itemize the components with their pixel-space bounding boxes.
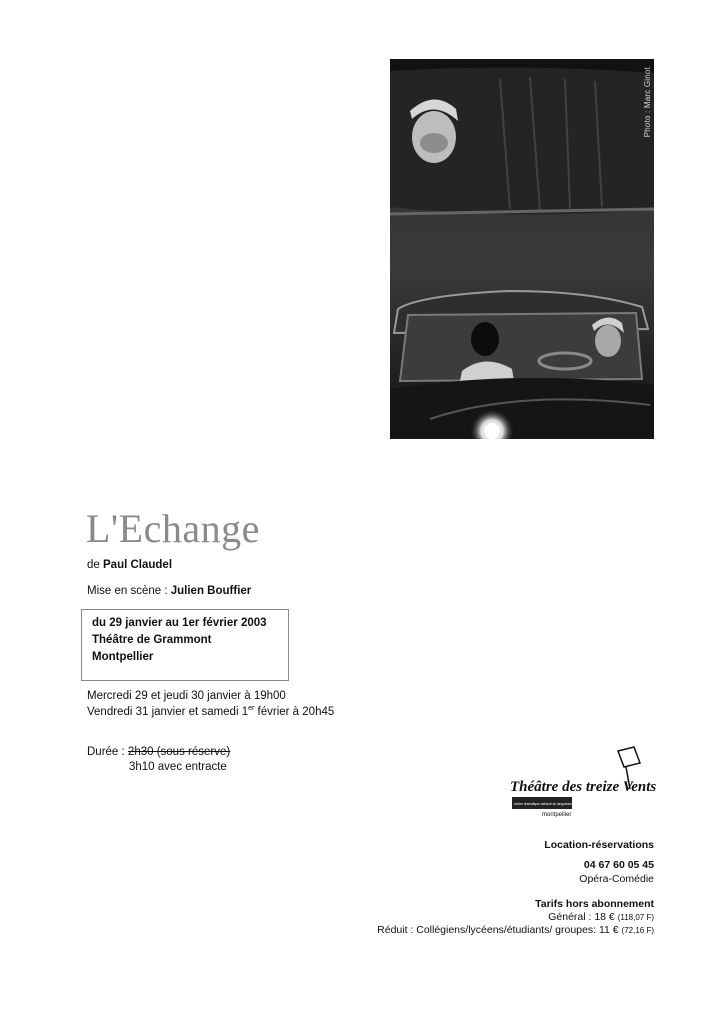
prices-heading: Tarifs hors abonnement xyxy=(535,898,654,910)
duration-label: Durée : xyxy=(87,746,125,758)
author-name: Paul Claudel xyxy=(103,559,173,571)
page-title: L'Echange xyxy=(86,506,260,551)
price-reduced-label: Réduit : Collégiens/lycéens/étudiants/ groupes: 11 € xyxy=(377,924,619,936)
theatre-logo xyxy=(500,745,664,823)
date-venue-box xyxy=(81,609,289,681)
price-reduced-francs: (72,16 F) xyxy=(621,926,654,935)
author-line xyxy=(87,559,172,571)
price-general-francs: (118,07 F) xyxy=(617,913,654,922)
director-name: Julien Bouffier xyxy=(170,585,252,597)
production-photo xyxy=(390,59,654,439)
price-general xyxy=(548,911,654,923)
schedule-line-2 xyxy=(87,705,334,718)
reservations-phone: 04 67 60 05 45 xyxy=(583,859,654,871)
direction-prefix: Mise en scène : xyxy=(87,585,168,597)
theatre-logo-graphic xyxy=(500,745,664,823)
run-dates: du 29 janvier au 1er février 2003 xyxy=(92,617,267,629)
schedule-line-2-a: Vendredi 31 janvier et samedi 1 xyxy=(87,705,249,718)
author-prefix: de xyxy=(87,559,100,571)
car-scene-illustration xyxy=(390,59,654,439)
duration-old: 2h30 (sous réserve) xyxy=(127,746,231,758)
logo-name: Théâtre des treize Vents xyxy=(510,779,657,795)
venue-city: Montpellier xyxy=(92,651,154,663)
reservations-place: Opéra-Comédie xyxy=(579,873,654,885)
schedule-line-2-b: février à 20h45 xyxy=(254,705,335,718)
duration-new: 3h10 avec entracte xyxy=(129,761,227,773)
logo-subtitle: centre dramatique national du languedoc-roussillon xyxy=(514,802,587,806)
logo-city: montpellier xyxy=(542,812,572,818)
reservations-heading: Location-réservations xyxy=(544,839,654,851)
price-reduced xyxy=(377,924,654,936)
schedule-line-1: Mercredi 29 et jeudi 30 janvier à 19h00 xyxy=(87,690,286,702)
schedule-line-2-sup: er xyxy=(248,705,255,712)
duration-line xyxy=(87,746,230,758)
venue-name: Théâtre de Grammont xyxy=(92,634,212,646)
direction-line xyxy=(87,585,251,597)
photo-credit: Photo : Marc Ginot xyxy=(643,67,652,138)
price-general-label: Général : 18 € xyxy=(548,911,615,923)
